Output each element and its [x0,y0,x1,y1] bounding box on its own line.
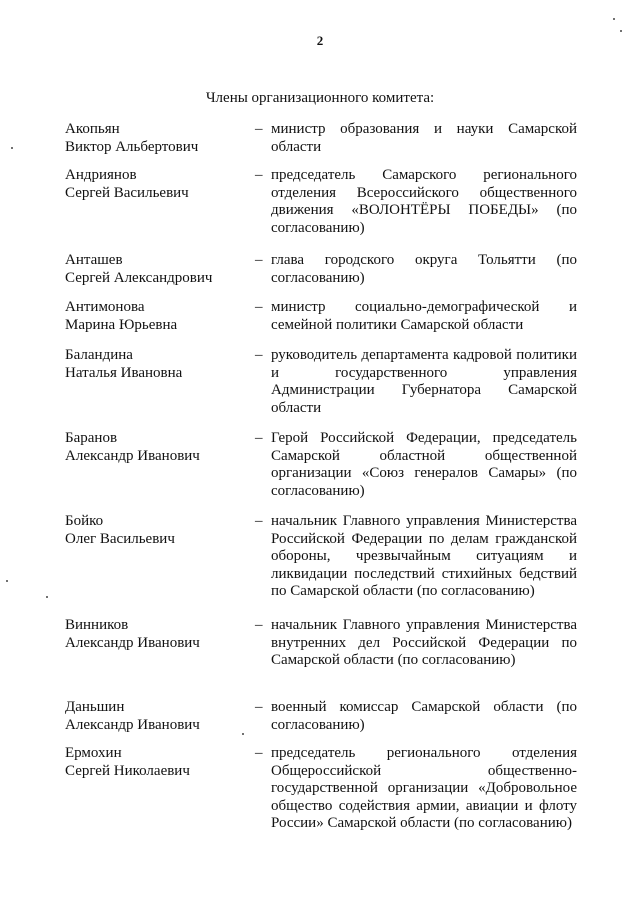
member-role: министр образования и науки Самарской области [271,121,577,155]
dash-separator: – [255,513,263,529]
scan-speck [6,580,8,582]
dash-separator: – [255,167,263,183]
dash-separator: – [255,252,263,268]
member-role: министр социально-демографической и семейной политики Самарской области [271,299,577,333]
page-number: 2 [316,33,324,48]
member-given-names: Сергей Васильевич [65,184,189,201]
member-role: начальник Главного управления Министерства внутренних дел Российской Федерации по Самарской области (по согласованию) [271,617,577,668]
scan-speck [613,18,615,20]
member-role: начальник Главного управления Министерства Российской Федерации по делам гражданской обороны, чрезвычайным ситуациям и ликвидации последствий стихийных бедствий по Самарской области (по согласованию) [271,513,577,599]
dash-separator: – [255,617,263,633]
dash-separator: – [255,347,263,363]
member-surname: Баранов [65,430,118,446]
member-given-names: Александр Иванович [65,716,200,733]
member-surname: Даньшин [65,699,125,715]
member-given-names: Сергей Александрович [65,269,213,286]
member-surname: Акопьян [65,121,120,137]
member-given-names: Александр Иванович [65,634,200,651]
member-given-names: Олег Васильевич [65,530,175,547]
dash-separator: – [255,299,263,315]
member-name [65,121,250,156]
dash-separator: – [255,430,263,446]
member-given-names: Наталья Ивановна [65,364,183,381]
member-name [65,299,250,334]
section-heading: Члены организационного комитета: [205,90,435,106]
member-role: руководитель департамента кадровой политики и государственного управления Администрации Губернатора Самарской области [271,347,577,416]
dash-separator: – [255,745,263,761]
member-surname: Баландина [65,347,133,363]
member-surname: Анташев [65,252,123,268]
member-surname: Ермохин [65,745,122,761]
member-surname: Антимонова [65,299,145,315]
scan-speck [242,733,244,735]
member-name [65,167,250,202]
member-role: Герой Российской Федерации, председатель Самарской областной общественной организации «Союз генералов Самары» (по согласованию) [271,430,577,499]
member-name [65,745,250,780]
member-role: председатель регионального отделения Общероссийской общественно-государственной организации «Добровольное общество содействия армии, авиации и флоту России» Самарской области (по согласованию) [271,745,577,831]
member-role: председатель Самарского регионального отделения Всероссийского общественного движения «ВОЛОНТЁРЫ ПОБЕДЫ» (по согласованию) [271,167,577,236]
dash-separator: – [255,699,263,715]
member-name [65,430,250,465]
dash-separator: – [255,121,263,137]
scan-speck [620,30,622,32]
member-role: военный комиссар Самарской области (по согласованию) [271,699,577,733]
member-surname: Винников [65,617,129,633]
member-surname: Бойко [65,513,104,529]
scan-speck [46,596,48,598]
member-name [65,513,250,548]
member-name [65,699,250,734]
scan-speck [11,147,13,149]
member-name [65,252,250,287]
member-surname: Андриянов [65,167,137,183]
member-given-names: Виктор Альбертович [65,138,199,155]
member-given-names: Сергей Николаевич [65,762,190,779]
member-name [65,617,250,652]
member-given-names: Марина Юрьевна [65,316,178,333]
member-given-names: Александр Иванович [65,447,200,464]
member-role: глава городского округа Тольятти (по согласованию) [271,252,577,286]
member-name [65,347,250,382]
